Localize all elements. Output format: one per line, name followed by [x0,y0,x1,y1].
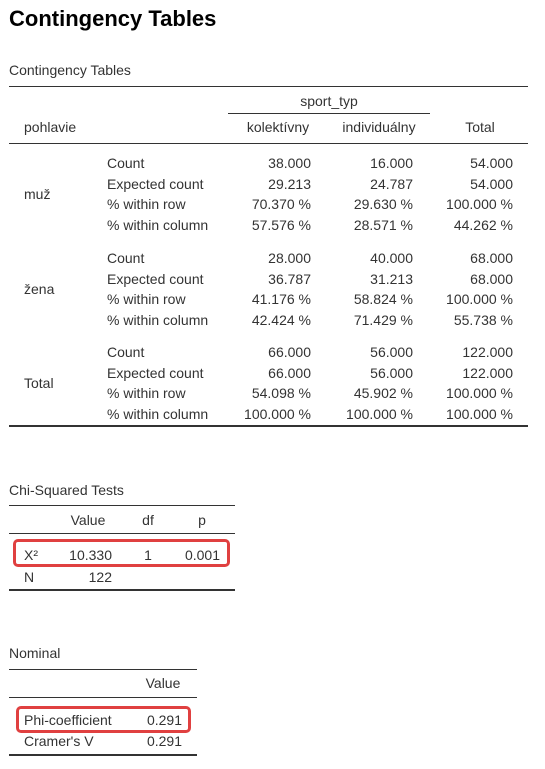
col-header-kolektivny: kolektívny [246,119,310,135]
col-header-total: Total [465,119,495,135]
table-cell: 42.424 % [251,311,311,328]
stat-label: % within column [107,405,209,422]
col-header-individualny: individuálny [342,119,416,135]
chi-header-p: p [198,512,206,528]
header-bottom-rule [9,143,528,144]
table-cell: 100.000 % [244,405,311,422]
table-cell: 66.000 [268,344,311,360]
table-cell: 122.000 [462,364,513,381]
nominal-row-label: Cramer's V [24,733,94,749]
nominal-bottom-rule [9,754,197,756]
nominal-highlight-box [16,706,191,733]
table-cell: 44.262 % [453,216,513,233]
nominal-top-rule [9,669,197,670]
table-cell: 54.000 [470,175,513,192]
contingency-caption: Contingency Tables [9,62,131,78]
stat-label: Count [107,250,145,266]
table-cell: 100.000 % [346,405,413,422]
table-cell: 71.429 % [353,311,413,328]
table-cell: 40.000 [370,250,413,266]
group-label: Total [24,374,54,391]
chi-header-df: df [142,512,154,528]
table-cell: 56.000 [370,344,413,360]
contingency-bottom-rule [9,425,528,427]
group-label: muž [24,185,51,202]
table-cell: 54.000 [470,155,513,171]
nominal-caption: Nominal [9,645,61,661]
table-cell: 56.000 [370,364,413,381]
chi-row-df: 1 [144,547,152,563]
table-cell: 100.000 % [446,385,513,401]
chi-row-label: N [24,569,35,585]
nominal-header-value: Value [145,675,181,691]
table-cell: 16.000 [370,155,413,171]
stat-label: % within column [107,311,209,328]
nominal-row-value: 0.291 [146,712,182,728]
chi-row-p: 0.001 [184,547,220,563]
nominal-row-label: Phi-coefficient [24,712,112,728]
table-cell: 122.000 [462,344,513,360]
chi-highlight-box [13,539,230,567]
table-cell: 29.213 [268,175,311,192]
stat-label: % within row [107,196,186,212]
table-cell: 45.902 % [353,385,413,401]
group-header: sport_typ [300,93,358,109]
chi-row-value: 122 [88,569,112,585]
stat-label: % within row [107,291,186,307]
table-cell: 57.576 % [251,216,311,233]
table-cell: 70.370 % [251,196,311,212]
table-cell: 100.000 % [446,291,513,307]
chi-top-rule [9,505,235,506]
table-cell: 100.000 % [446,405,513,422]
stat-label: % within column [107,216,209,233]
row-var-header: pohlavie [24,119,77,135]
table-cell: 28.571 % [353,216,413,233]
stat-label: Count [107,155,145,171]
stat-label: Expected count [107,364,204,381]
table-cell: 66.000 [268,364,311,381]
page-title: Contingency Tables [9,6,217,31]
table-cell: 54.098 % [251,385,311,401]
table-cell: 100.000 % [446,196,513,212]
chi-bottom-rule [9,589,235,591]
chi-row-label: X² [24,547,38,563]
chi-header-value: Value [70,512,106,528]
chi-header-rule [9,533,235,534]
table-cell: 36.787 [268,270,311,287]
stat-label: Expected count [107,270,204,287]
chi-caption: Chi-Squared Tests [9,482,124,498]
stat-label: Count [107,344,145,360]
table-cell: 31.213 [370,270,413,287]
table-cell: 58.824 % [353,291,413,307]
table-cell: 68.000 [470,250,513,266]
table-cell: 41.176 % [251,291,311,307]
nominal-row-value: 0.291 [146,733,182,749]
group-label: žena [24,280,55,297]
table-cell: 24.787 [370,175,413,192]
stat-label: % within row [107,385,186,401]
table-cell: 55.738 % [453,311,513,328]
contingency-top-rule [9,86,528,87]
chi-row-value: 10.330 [69,547,112,563]
group-header-rule [228,113,430,114]
table-cell: 68.000 [470,270,513,287]
table-cell: 38.000 [268,155,311,171]
nominal-header-rule [9,697,197,698]
table-cell: 28.000 [268,250,311,266]
table-cell: 29.630 % [353,196,413,212]
stat-label: Expected count [107,175,204,192]
